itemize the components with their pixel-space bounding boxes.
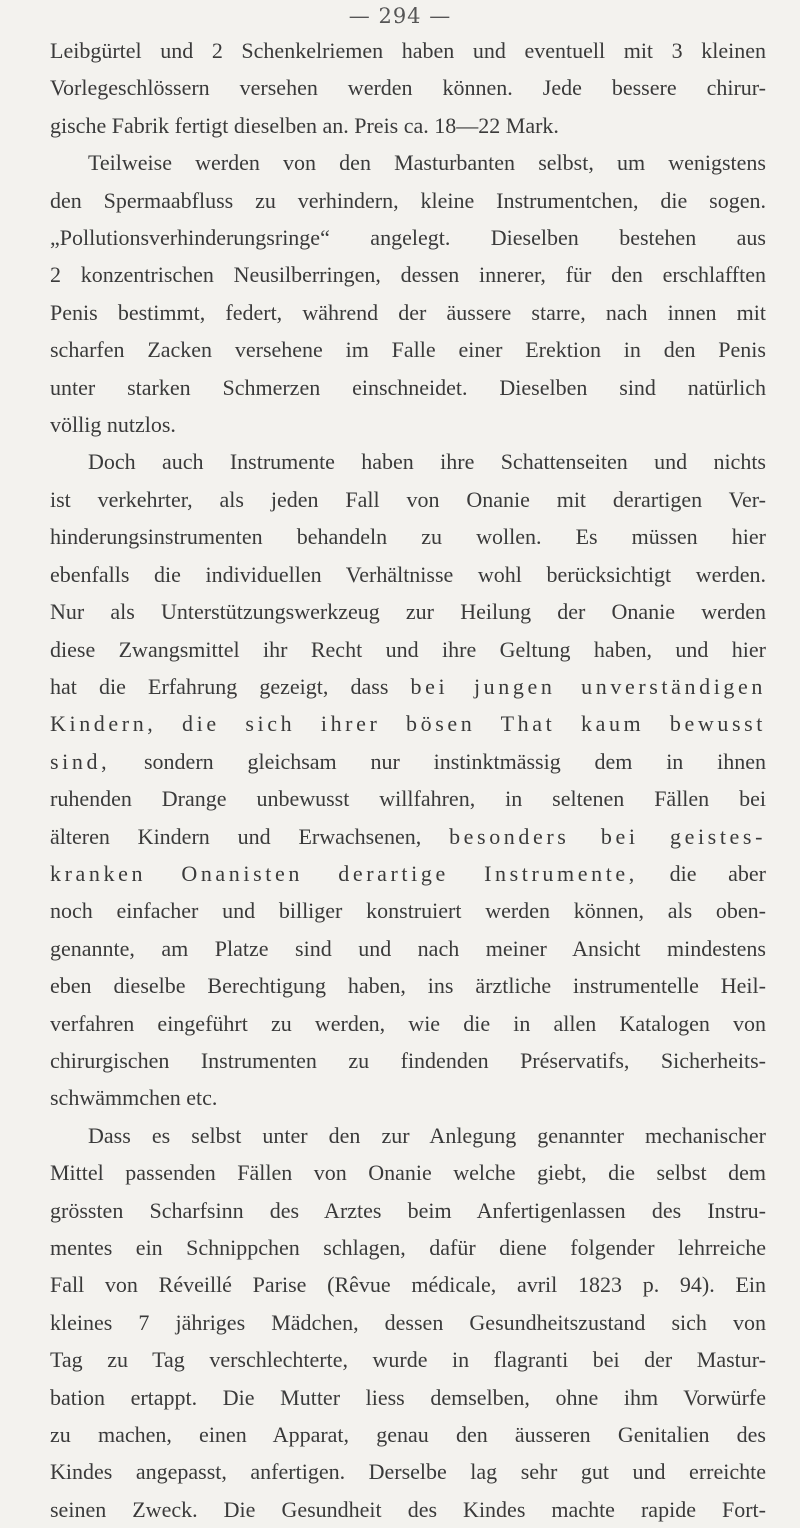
text-line: noch einfacher und billiger konstruiert werden können, als oben- — [50, 898, 766, 924]
text-line: ruhenden Drange unbewusst willfahren, in seltenen Fällen bei — [50, 786, 766, 812]
text-line: sind, sondern gleichsam nur instinktmässig dem in ihnen — [50, 748, 766, 774]
text-line: mentes ein Schnippchen schlagen, dafür diene folgender lehrreiche — [50, 1235, 766, 1260]
text-line: bation ertappt. Die Mutter liess demselben, ohne ihm Vorwürfe — [50, 1384, 766, 1410]
text-line: genannte, am Platze sind und nach meiner Ansicht mindestens — [50, 935, 766, 961]
text-line: Doch auch Instrumente haben ihre Schattenseiten und nichts — [88, 449, 766, 475]
text-line: völlig nutzlos. — [50, 412, 176, 438]
text-line: Penis bestimmt, federt, während der äussere starre, nach innen mit — [50, 299, 766, 325]
text-line: Leibgürtel und 2 Schenkelriemen haben und eventuell mit 3 kleinen — [50, 38, 766, 63]
text-line: schwämmchen etc. — [50, 1085, 218, 1111]
text-line: scharfen Zacken versehene im Falle einer Erektion in den Penis — [50, 337, 766, 363]
text-line: diese Zwangsmittel ihr Recht und ihre Geltung haben, und hier — [50, 636, 766, 662]
text-line: ebenfalls die individuellen Verhältnisse wohl berücksichtigt werden. — [50, 561, 766, 587]
text-line: Kindes angepasst, anfertigen. Derselbe lag sehr gut und erreichte — [50, 1459, 766, 1485]
text-line: Fall von Réveillé Parise (Rêvue médicale, avril 1823 p. 94). Ein — [50, 1272, 766, 1298]
text-line: „Pollutionsverhinderungsringe“ angelegt. Dieselben bestehen aus — [50, 225, 766, 251]
body-text — [50, 32, 766, 1528]
text-line: chirurgischen Instrumenten zu findenden Préservatifs, Sicherheits- — [50, 1047, 766, 1073]
text-line: ist verkehrter, als jeden Fall von Onanie mit derartigen Ver- — [50, 486, 766, 512]
text-line: kleines 7 jähriges Mädchen, dessen Gesundheitszustand sich von — [50, 1309, 766, 1335]
text-line: gische Fabrik fertigt dieselben an. Preis ca. 18—22 Mark. — [50, 112, 559, 138]
text-line: Kindern, die sich ihrer bösen That kaum bewusst — [50, 711, 766, 737]
text-line: hinderungsinstrumenten behandeln zu wollen. Es müssen hier — [50, 524, 766, 550]
text-line: Vorlegeschlössern versehen werden können. Jede bessere chirur- — [50, 75, 766, 101]
text-line: Tag zu Tag verschlechterte, wurde in flagranti bei der Mastur- — [50, 1347, 766, 1373]
page-number: — 294 — — [348, 4, 452, 28]
text-line: verfahren eingeführt zu werden, wie die in allen Katalogen von — [50, 1010, 766, 1036]
text-line: den Spermaabfluss zu verhindern, kleine Instrumentchen, die sogen. — [50, 187, 766, 213]
text-line: Nur als Unterstützungswerkzeug zur Heilung der Onanie werden — [50, 599, 766, 625]
text-line: hat die Erfahrung gezeigt, dass bei jungen unverständigen — [50, 673, 766, 699]
text-line: seinen Zweck. Die Gesundheit des Kindes machte rapide Fort- — [50, 1496, 766, 1522]
text-line: Mittel passenden Fällen von Onanie welche giebt, die selbst dem — [50, 1160, 766, 1186]
text-line: 2 konzentrischen Neusilberringen, dessen innerer, für den erschlafften — [50, 262, 766, 288]
text-line: unter starken Schmerzen einschneidet. Dieselben sind natürlich — [50, 374, 766, 400]
text-line: Teilweise werden von den Masturbanten selbst, um wenigstens — [88, 150, 766, 176]
text-line: älteren Kindern und Erwachsenen, besonders bei geistes- — [50, 823, 766, 849]
text-line: kranken Onanisten derartige Instrumente, die aber — [50, 860, 766, 886]
text-line: eben dieselbe Berechtigung haben, ins ärztliche instrumentelle Heil- — [50, 973, 766, 999]
text-line: grössten Scharfsinn des Arztes beim Anfertigenlassen des Instru- — [50, 1197, 766, 1223]
text-line: zu machen, einen Apparat, genau den äusseren Genitalien des — [50, 1422, 766, 1448]
text-line: Dass es selbst unter den zur Anlegung genannter mechanischer — [88, 1122, 766, 1148]
